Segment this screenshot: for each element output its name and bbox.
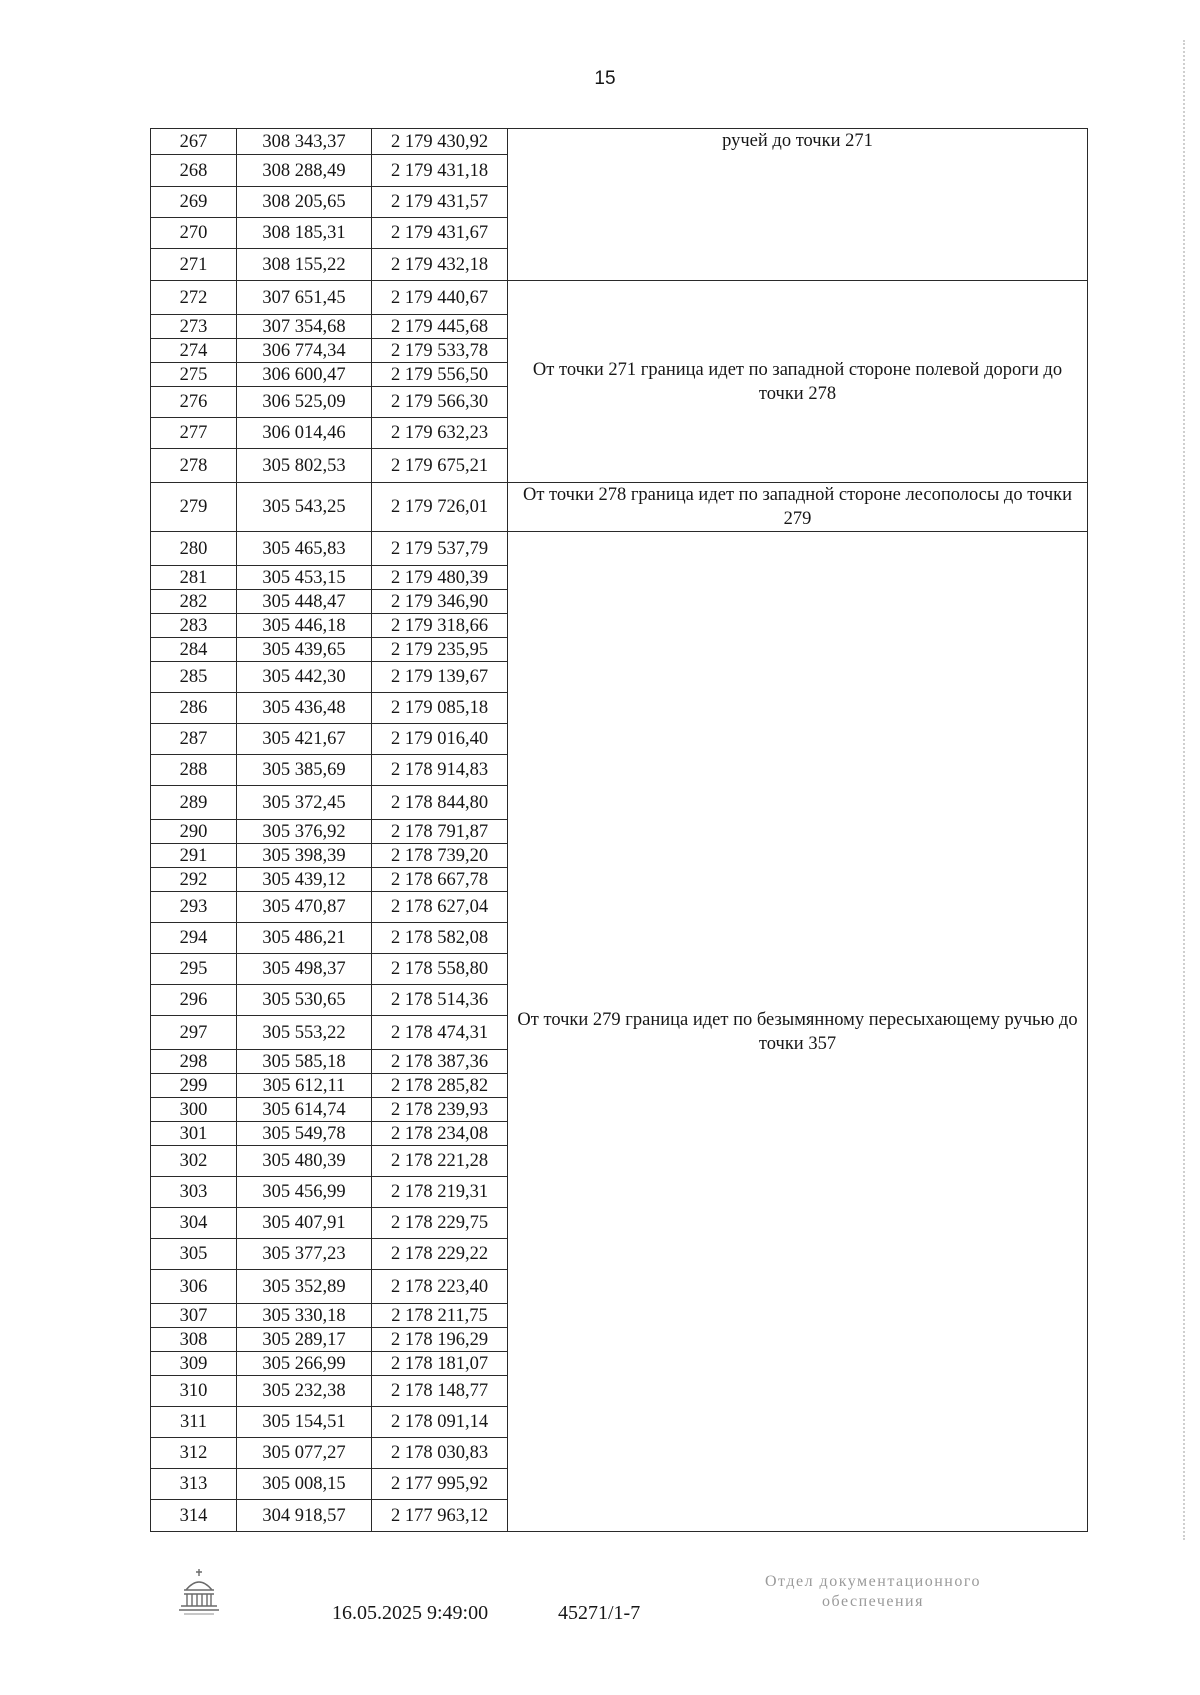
page-number: 15 xyxy=(594,68,616,89)
x-coordinate-cell: 304 918,57 xyxy=(237,1500,372,1532)
y-coordinate-cell: 2 178 211,75 xyxy=(372,1304,508,1328)
y-coordinate-cell: 2 178 791,87 xyxy=(372,820,508,844)
x-coordinate-cell: 305 385,69 xyxy=(237,755,372,786)
point-number-cell: 303 xyxy=(151,1177,237,1208)
x-coordinate-cell: 305 480,39 xyxy=(237,1146,372,1177)
x-coordinate-cell: 305 352,89 xyxy=(237,1270,372,1304)
point-number-cell: 301 xyxy=(151,1122,237,1146)
x-coordinate-cell: 305 802,53 xyxy=(237,449,372,483)
y-coordinate-cell: 2 179 726,01 xyxy=(372,483,508,532)
point-number-cell: 281 xyxy=(151,566,237,590)
point-number-cell: 272 xyxy=(151,281,237,315)
x-coordinate-cell: 305 077,27 xyxy=(237,1438,372,1469)
y-coordinate-cell: 2 179 556,50 xyxy=(372,363,508,387)
x-coordinate-cell: 305 439,12 xyxy=(237,868,372,892)
y-coordinate-cell: 2 179 431,67 xyxy=(372,218,508,249)
x-coordinate-cell: 305 446,18 xyxy=(237,614,372,638)
y-coordinate-cell: 2 179 431,57 xyxy=(372,187,508,218)
point-number-cell: 274 xyxy=(151,339,237,363)
x-coordinate-cell: 305 330,18 xyxy=(237,1304,372,1328)
point-number-cell: 299 xyxy=(151,1074,237,1098)
point-number-cell: 284 xyxy=(151,638,237,662)
point-number-cell: 273 xyxy=(151,315,237,339)
x-coordinate-cell: 308 343,37 xyxy=(237,129,372,155)
point-number-cell: 295 xyxy=(151,954,237,985)
y-coordinate-cell: 2 178 627,04 xyxy=(372,892,508,923)
point-number-cell: 280 xyxy=(151,532,237,566)
point-number-cell: 286 xyxy=(151,693,237,724)
point-number-cell: 275 xyxy=(151,363,237,387)
y-coordinate-cell: 2 179 346,90 xyxy=(372,590,508,614)
x-coordinate-cell: 308 288,49 xyxy=(237,155,372,187)
point-number-cell: 283 xyxy=(151,614,237,638)
point-number-cell: 293 xyxy=(151,892,237,923)
x-coordinate-cell: 305 008,15 xyxy=(237,1469,372,1500)
footer-datetime: 16.05.2025 9:49:00 xyxy=(332,1602,489,1624)
point-number-cell: 314 xyxy=(151,1500,237,1532)
y-coordinate-cell: 2 178 091,14 xyxy=(372,1407,508,1438)
coordinates-table xyxy=(150,128,1088,1532)
y-coordinate-cell: 2 178 844,80 xyxy=(372,786,508,820)
x-coordinate-cell: 306 525,09 xyxy=(237,387,372,418)
x-coordinate-cell: 305 553,22 xyxy=(237,1016,372,1050)
point-number-cell: 282 xyxy=(151,590,237,614)
point-number-cell: 304 xyxy=(151,1208,237,1239)
x-coordinate-cell: 305 448,47 xyxy=(237,590,372,614)
x-coordinate-cell: 305 456,99 xyxy=(237,1177,372,1208)
y-coordinate-cell: 2 179 566,30 xyxy=(372,387,508,418)
x-coordinate-cell: 308 205,65 xyxy=(237,187,372,218)
y-coordinate-cell: 2 178 667,78 xyxy=(372,868,508,892)
point-number-cell: 308 xyxy=(151,1328,237,1352)
x-coordinate-cell: 305 372,45 xyxy=(237,786,372,820)
x-coordinate-cell: 305 585,18 xyxy=(237,1050,372,1074)
point-number-cell: 279 xyxy=(151,483,237,532)
y-coordinate-cell: 2 178 229,22 xyxy=(372,1239,508,1270)
y-coordinate-cell: 2 178 739,20 xyxy=(372,844,508,868)
point-number-cell: 290 xyxy=(151,820,237,844)
point-number-cell: 291 xyxy=(151,844,237,868)
y-coordinate-cell: 2 178 181,07 xyxy=(372,1352,508,1376)
x-coordinate-cell: 305 232,38 xyxy=(237,1376,372,1407)
point-number-cell: 312 xyxy=(151,1438,237,1469)
point-number-cell: 309 xyxy=(151,1352,237,1376)
x-coordinate-cell: 305 289,17 xyxy=(237,1328,372,1352)
point-number-cell: 276 xyxy=(151,387,237,418)
y-coordinate-cell: 2 179 632,23 xyxy=(372,418,508,449)
table-row xyxy=(151,483,1088,532)
point-number-cell: 267 xyxy=(151,129,237,155)
y-coordinate-cell: 2 179 480,39 xyxy=(372,566,508,590)
y-coordinate-cell: 2 179 235,95 xyxy=(372,638,508,662)
y-coordinate-cell: 2 179 675,21 xyxy=(372,449,508,483)
point-number-cell: 287 xyxy=(151,724,237,755)
y-coordinate-cell: 2 178 219,31 xyxy=(372,1177,508,1208)
table-row xyxy=(151,532,1088,566)
point-number-cell: 300 xyxy=(151,1098,237,1122)
y-coordinate-cell: 2 178 196,29 xyxy=(372,1328,508,1352)
x-coordinate-cell: 305 421,67 xyxy=(237,724,372,755)
building-emblem-icon xyxy=(176,1568,222,1620)
y-coordinate-cell: 2 179 430,92 xyxy=(372,129,508,155)
coordinates-table-body xyxy=(151,129,1088,1532)
x-coordinate-cell: 308 155,22 xyxy=(237,249,372,281)
scan-edge-artifact xyxy=(1183,40,1187,1540)
y-coordinate-cell: 2 178 387,36 xyxy=(372,1050,508,1074)
x-coordinate-cell: 305 465,83 xyxy=(237,532,372,566)
x-coordinate-cell: 308 185,31 xyxy=(237,218,372,249)
point-number-cell: 310 xyxy=(151,1376,237,1407)
boundary-description-cell: От точки 278 граница идет по западной стороне лесополосы до точки 279 xyxy=(508,483,1088,532)
point-number-cell: 268 xyxy=(151,155,237,187)
y-coordinate-cell: 2 179 440,67 xyxy=(372,281,508,315)
point-number-cell: 307 xyxy=(151,1304,237,1328)
x-coordinate-cell: 305 377,23 xyxy=(237,1239,372,1270)
x-coordinate-cell: 305 407,91 xyxy=(237,1208,372,1239)
y-coordinate-cell: 2 179 537,79 xyxy=(372,532,508,566)
x-coordinate-cell: 305 498,37 xyxy=(237,954,372,985)
y-coordinate-cell: 2 177 995,92 xyxy=(372,1469,508,1500)
x-coordinate-cell: 305 436,48 xyxy=(237,693,372,724)
point-number-cell: 306 xyxy=(151,1270,237,1304)
point-number-cell: 289 xyxy=(151,786,237,820)
y-coordinate-cell: 2 178 285,82 xyxy=(372,1074,508,1098)
boundary-description-cell: От точки 271 граница идет по западной стороне полевой дороги до точки 278 xyxy=(508,281,1088,483)
x-coordinate-cell: 305 470,87 xyxy=(237,892,372,923)
x-coordinate-cell: 306 600,47 xyxy=(237,363,372,387)
y-coordinate-cell: 2 178 582,08 xyxy=(372,923,508,954)
x-coordinate-cell: 305 614,74 xyxy=(237,1098,372,1122)
point-number-cell: 297 xyxy=(151,1016,237,1050)
point-number-cell: 271 xyxy=(151,249,237,281)
x-coordinate-cell: 305 398,39 xyxy=(237,844,372,868)
x-coordinate-cell: 305 612,11 xyxy=(237,1074,372,1098)
point-number-cell: 294 xyxy=(151,923,237,954)
x-coordinate-cell: 306 774,34 xyxy=(237,339,372,363)
point-number-cell: 298 xyxy=(151,1050,237,1074)
y-coordinate-cell: 2 179 445,68 xyxy=(372,315,508,339)
x-coordinate-cell: 305 549,78 xyxy=(237,1122,372,1146)
x-coordinate-cell: 305 486,21 xyxy=(237,923,372,954)
boundary-description-cell: От точки 279 граница идет по безымянному пересыхающему ручью до точки 357 xyxy=(508,532,1088,1532)
x-coordinate-cell: 305 439,65 xyxy=(237,638,372,662)
point-number-cell: 296 xyxy=(151,985,237,1016)
footer-department-stamp: Отдел документационного обеспечения xyxy=(764,1573,982,1610)
y-coordinate-cell: 2 179 533,78 xyxy=(372,339,508,363)
y-coordinate-cell: 2 179 318,66 xyxy=(372,614,508,638)
y-coordinate-cell: 2 179 139,67 xyxy=(372,662,508,693)
x-coordinate-cell: 305 154,51 xyxy=(237,1407,372,1438)
x-coordinate-cell: 305 453,15 xyxy=(237,566,372,590)
point-number-cell: 311 xyxy=(151,1407,237,1438)
x-coordinate-cell: 305 530,65 xyxy=(237,985,372,1016)
point-number-cell: 305 xyxy=(151,1239,237,1270)
x-coordinate-cell: 307 651,45 xyxy=(237,281,372,315)
y-coordinate-cell: 2 178 229,75 xyxy=(372,1208,508,1239)
point-number-cell: 313 xyxy=(151,1469,237,1500)
y-coordinate-cell: 2 178 474,31 xyxy=(372,1016,508,1050)
y-coordinate-cell: 2 178 234,08 xyxy=(372,1122,508,1146)
y-coordinate-cell: 2 178 914,83 xyxy=(372,755,508,786)
point-number-cell: 270 xyxy=(151,218,237,249)
point-number-cell: 269 xyxy=(151,187,237,218)
footer-document-number: 45271/1-7 xyxy=(558,1602,641,1624)
table-row xyxy=(151,281,1088,315)
x-coordinate-cell: 305 376,92 xyxy=(237,820,372,844)
y-coordinate-cell: 2 178 148,77 xyxy=(372,1376,508,1407)
y-coordinate-cell: 2 178 558,80 xyxy=(372,954,508,985)
x-coordinate-cell: 306 014,46 xyxy=(237,418,372,449)
point-number-cell: 292 xyxy=(151,868,237,892)
x-coordinate-cell: 305 442,30 xyxy=(237,662,372,693)
y-coordinate-cell: 2 179 431,18 xyxy=(372,155,508,187)
y-coordinate-cell: 2 179 432,18 xyxy=(372,249,508,281)
point-number-cell: 278 xyxy=(151,449,237,483)
table-row xyxy=(151,129,1088,155)
point-number-cell: 302 xyxy=(151,1146,237,1177)
y-coordinate-cell: 2 178 223,40 xyxy=(372,1270,508,1304)
x-coordinate-cell: 307 354,68 xyxy=(237,315,372,339)
x-coordinate-cell: 305 266,99 xyxy=(237,1352,372,1376)
y-coordinate-cell: 2 178 030,83 xyxy=(372,1438,508,1469)
y-coordinate-cell: 2 179 085,18 xyxy=(372,693,508,724)
y-coordinate-cell: 2 177 963,12 xyxy=(372,1500,508,1532)
point-number-cell: 285 xyxy=(151,662,237,693)
y-coordinate-cell: 2 178 239,93 xyxy=(372,1098,508,1122)
y-coordinate-cell: 2 179 016,40 xyxy=(372,724,508,755)
point-number-cell: 277 xyxy=(151,418,237,449)
point-number-cell: 288 xyxy=(151,755,237,786)
y-coordinate-cell: 2 178 514,36 xyxy=(372,985,508,1016)
boundary-description-cell: ручей до точки 271 xyxy=(508,129,1088,281)
y-coordinate-cell: 2 178 221,28 xyxy=(372,1146,508,1177)
x-coordinate-cell: 305 543,25 xyxy=(237,483,372,532)
